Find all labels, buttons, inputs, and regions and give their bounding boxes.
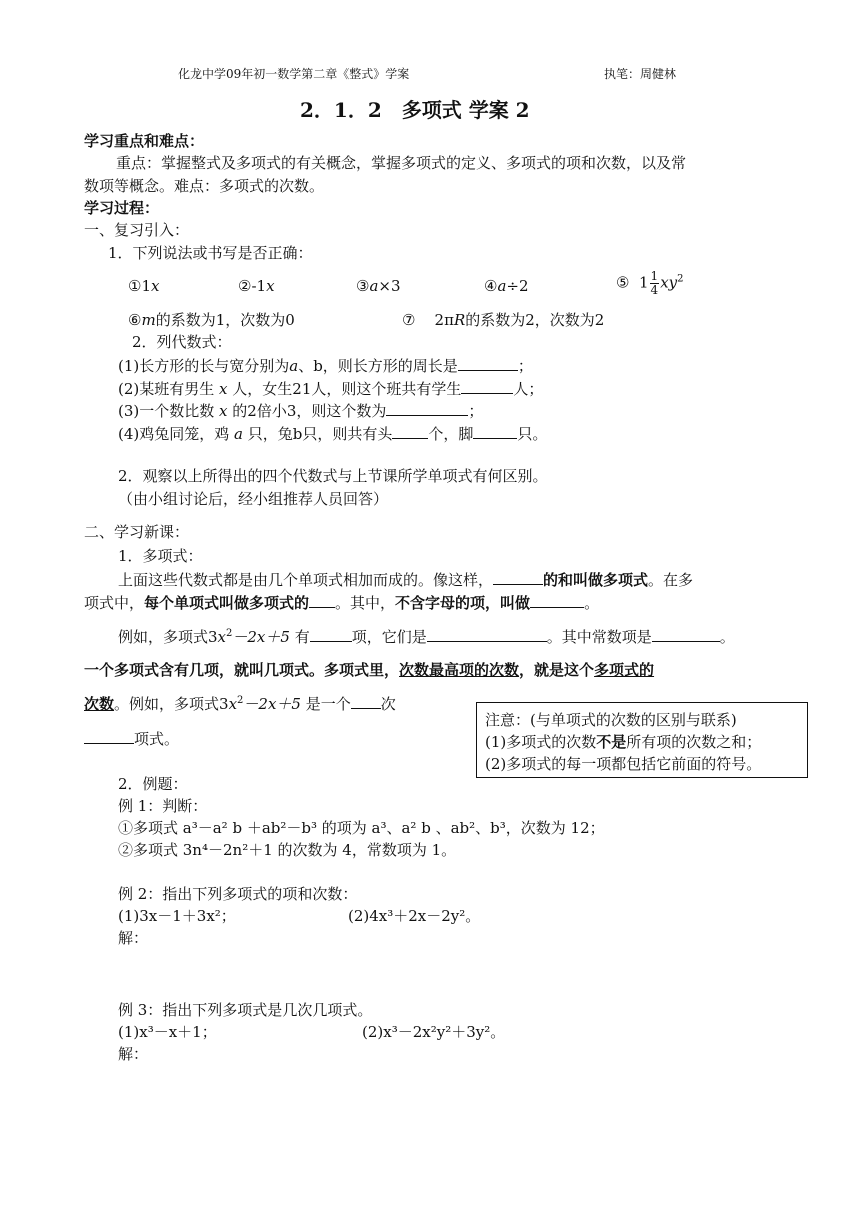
rule-line-2: 次数。例如，多项式$3x^2-2x+5$ 是一个 次 (84, 695, 396, 713)
header-left: 化龙中学09年初一数学第二章《整式》学案 (178, 67, 410, 81)
example-1-item-1: ①多项式 a³－a² b ＋ab²－b³ 的项为 a³、a² b 、ab²、b³，次数为 12； (118, 819, 605, 837)
item-5: ⑤ 1 $\frac{1}{4}$ $xy^2$ (616, 269, 684, 297)
example-3-item-1: (1)x³－x＋1； (118, 1023, 217, 1041)
header-right: 执笔：周健林 (604, 67, 677, 81)
note-title: 注意：(与单项式的次数的区别与联系) (485, 711, 737, 729)
section-2-heading: 二、学习新课： (84, 523, 190, 541)
item-7: ⑦ 2πR的系数为2，次数为2 (402, 311, 605, 329)
focus-line-2: 数项等概念。难点：多项式的次数。 (84, 177, 325, 195)
page-title: 2．1．2 多项式 学案 2 (300, 98, 530, 122)
example-3-item-2: (2)x³－2x²y²＋3y²。 (362, 1023, 506, 1041)
note-line-1: (1)多项式的次数不是所有项的次数之和； (485, 733, 762, 751)
problem-4: (4)鸡兔同笼，鸡 a 只，兔b只，则共有头 个，脚 只。 (118, 425, 548, 443)
item-1: ①1x (128, 277, 160, 295)
example-3-solution: 解： (118, 1045, 149, 1063)
focus-heading: 学习重点和难点： (84, 132, 205, 150)
example-polynomial: 例如，多项式$3x^2-2x+5$ 有 项，它们是 。其中常数项是 。 (118, 628, 735, 646)
section-1-heading: 一、复习引入： (84, 221, 190, 239)
item-2: ②-1x (238, 277, 275, 295)
problem-3: (3)一个数比数 x 的2倍小3，则这个数为 ； (118, 402, 484, 420)
note-line-2: (2)多项式的每一项都包括它前面的符号。 (485, 755, 762, 773)
note-box (476, 702, 808, 778)
item-6: ⑥m的系数为1，次数为0 (128, 311, 295, 329)
question-2: 2．列代数式： (132, 333, 232, 351)
example-2-solution: 解： (118, 929, 149, 947)
fraction-one-quarter: $\frac{1}{4}$ (650, 269, 659, 297)
rule-line-3: 项式。 (84, 728, 179, 749)
rule-line-1: 一个多项式含有几项，就叫几项式。多项式里，次数最高项的次数，就是这个多项式的 (84, 661, 655, 679)
example-1-heading: 例 1：判断： (118, 797, 208, 815)
example-2-item-2: (2)4x³＋2x－2y²。 (348, 907, 481, 925)
problem-2: (2)某班有男生 x 人，女生21人，则这个班共有学生 人； (118, 380, 544, 398)
example-2-heading: 例 2：指出下列多项式的项和次数： (118, 885, 358, 903)
subsection-1: 1．多项式： (118, 547, 203, 565)
subsection-2: 2．例题： (118, 775, 188, 793)
definition-line-2: 项式中，每个单项式叫做多项式的 。其中，不含字母的项，叫做 。 (84, 594, 600, 612)
observe-question: 2．观察以上所得出的四个代数式与上节课所学单项式有何区别。 (118, 467, 548, 485)
process-heading: 学习过程： (84, 199, 160, 217)
item-3: ③a×3 (356, 277, 401, 295)
discuss-note: （由小组讨论后，经小组推荐人员回答） (118, 490, 389, 508)
example-3-heading: 例 3：指出下列多项式是几次几项式。 (118, 1001, 373, 1019)
definition-line-1: 上面这些代数式都是由几个单项式相加而成的。像这样， 的和叫做多项式。在多 (118, 571, 694, 589)
focus-line-1: 重点：掌握整式及多项式的有关概念，掌握多项式的定义、多项式的项和次数，以及常 (116, 154, 687, 172)
example-1-item-2: ②多项式 3n⁴－2n²＋1 的次数为 4，常数项为 1。 (118, 841, 457, 859)
question-1: 1．下列说法或书写是否正确： (108, 244, 313, 262)
problem-1: (1)长方形的长与宽分别为a、b，则长方形的周长是 ； (118, 357, 533, 375)
example-2-item-1: (1)3x－1＋3x²； (118, 907, 236, 925)
item-4: ④a÷2 (484, 277, 529, 295)
